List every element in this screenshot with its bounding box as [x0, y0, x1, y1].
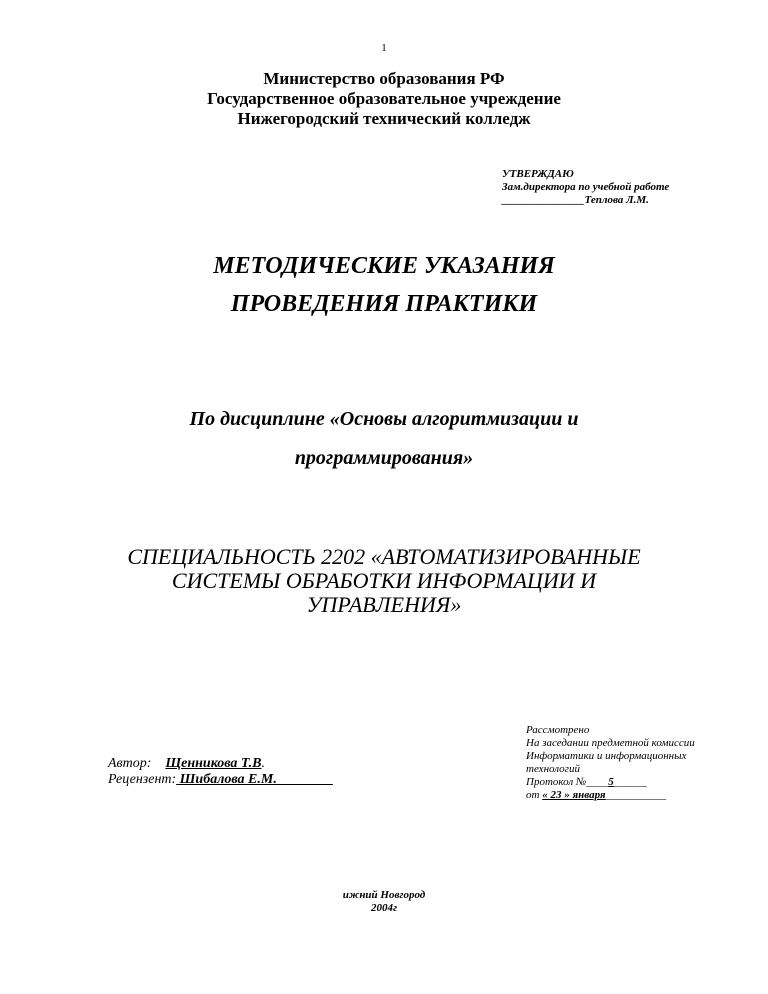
discipline-line-1: По дисциплине «Основы алгоритмизации и: [189, 408, 579, 430]
protocol-number: 5: [608, 776, 614, 788]
review-line-4: технологий: [526, 763, 580, 775]
review-block: [526, 724, 695, 802]
reviewer-tail: ________: [276, 772, 333, 787]
author-label: Автор:: [108, 756, 152, 771]
protocol-tail: ______: [613, 776, 647, 788]
protocol-line: [526, 776, 695, 789]
footer-year: 2004г: [370, 902, 398, 914]
date-tail: ___________: [605, 789, 667, 801]
footer-city: ижний Новгород: [342, 889, 426, 901]
approval-position: Зам.директора по учебной работе: [502, 181, 670, 193]
specialty-line-2: СИСТЕМЫ ОБРАБОТКИ ИНФОРМАЦИИ И: [171, 568, 597, 593]
date-month: января: [569, 789, 606, 801]
reviewer-line: [108, 772, 333, 788]
protocol-label: Протокол №____: [526, 776, 609, 788]
ministry-line: Министерство образования РФ: [263, 69, 505, 88]
page-number: 1: [381, 42, 387, 54]
organization-header: [0, 69, 768, 129]
approver-name: Теплова Л.М.: [584, 194, 649, 206]
document-title-line-1: МЕТОДИЧЕСКИЕ УКАЗАНИЯ: [213, 253, 555, 279]
footer: [0, 889, 768, 915]
authors-block: [108, 756, 333, 788]
date-day: « 23 »: [542, 789, 570, 801]
review-line-1: Рассмотрено: [526, 724, 590, 736]
reviewer-label: Рецензент:: [108, 772, 177, 787]
college-line: Нижегородский технический колледж: [237, 109, 531, 128]
date-line: [526, 789, 695, 802]
institution-line: Государственное образовательное учреждение: [207, 89, 561, 108]
approval-title: УТВЕРЖДАЮ: [502, 168, 574, 180]
signature-line: _______________: [502, 194, 585, 206]
author-line: [108, 756, 333, 772]
author-dot: .: [261, 756, 265, 771]
date-prefix: от: [526, 789, 540, 801]
author-name: Щенникова Т.В: [165, 756, 262, 771]
review-line-3: Информатики и информационных: [526, 750, 687, 762]
specialty-line-1: СПЕЦИАЛЬНОСТЬ 2202 «АВТОМАТИЗИРОВАННЫЕ: [127, 544, 641, 569]
approval-signature: [502, 194, 669, 207]
review-line-2: На заседании предметной комиссии: [526, 737, 695, 749]
specialty-block: [0, 545, 768, 617]
approval-block: [502, 168, 669, 207]
specialty-line-3: УПРАВЛЕНИЯ»: [306, 592, 462, 617]
reviewer-name: Шибалова Е.М.: [176, 772, 277, 787]
document-title-line-2: ПРОВЕДЕНИЯ ПРАКТИКИ: [230, 291, 538, 317]
discipline-line-2: программирования»: [294, 447, 474, 469]
